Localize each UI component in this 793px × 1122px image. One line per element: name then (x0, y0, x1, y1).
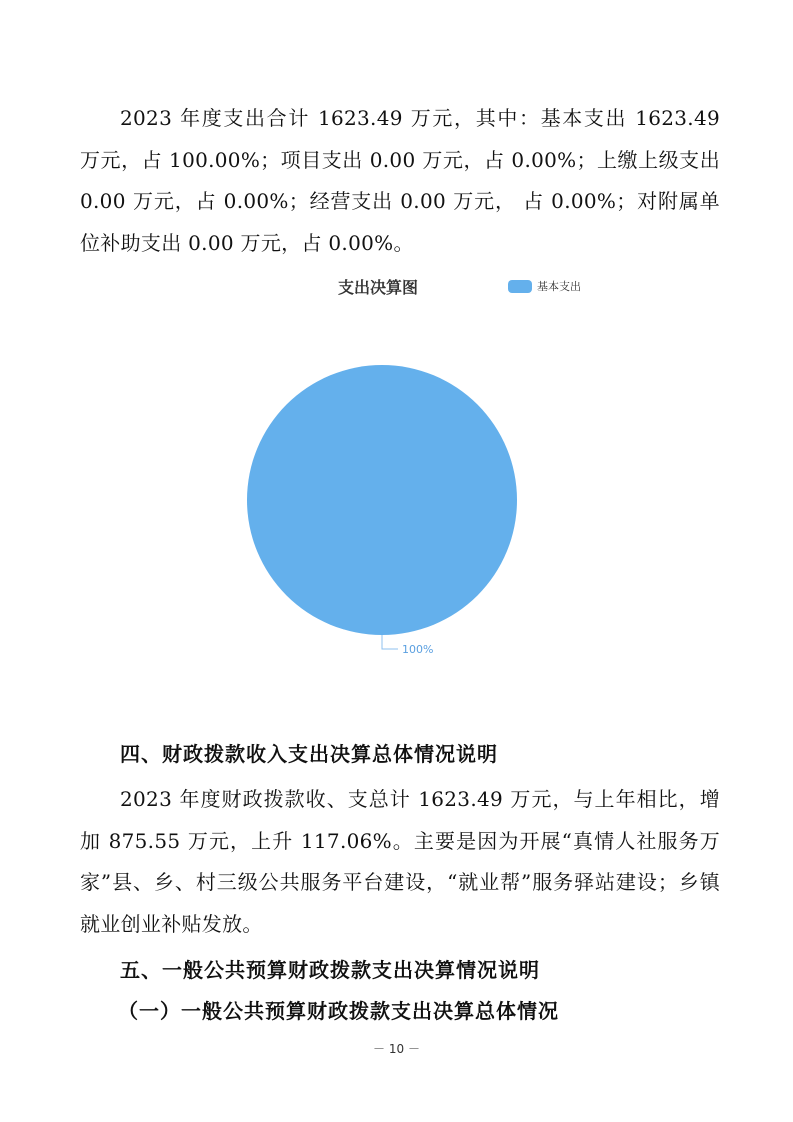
legend-label: 基本支出 (537, 280, 581, 293)
section-four-heading: 四、财政拨款收入支出决算总体情况说明 (120, 742, 498, 766)
page-number: － 10 － (373, 1042, 420, 1056)
section-five-one-heading: （一）一般公共预算财政拨款支出决算总体情况 (118, 999, 559, 1023)
pie-chart-svg (230, 270, 610, 670)
chart-legend (508, 279, 581, 293)
expenditure-summary-paragraph: 2023 年度支出合计 1623.49 万元，其中：基本支出 1623.49 万元，占 100.00%；项目支出 0.00 万元，占 0.00%；上缴上级支出 0.00 万元，占 0.00%；经营支出 0.00 万元， 占 0.00%；对附属单位补助支出 0.00 万元，占 0.00%。 (80, 106, 720, 255)
chart-title: 支出决算图 (338, 278, 419, 297)
pie-slices (247, 365, 517, 635)
slice-data-label: 100% (402, 643, 434, 656)
section-five-heading: 五、一般公共预算财政拨款支出决算情况说明 (120, 958, 540, 982)
pie-slice (247, 365, 517, 635)
label-leader-line (382, 635, 398, 649)
fiscal-appropriation-paragraph: 2023 年度财政拨款收、支总计 1623.49 万元，与上年相比，增加 875.55 万元，上升 117.06%。主要是因为开展“真情人社服务万家”县、乡、村三级公共服务平台建设，“就业帮”服务驿站建设；乡镇就业创业补贴发放。 (80, 787, 720, 936)
pie-labels (382, 635, 433, 656)
legend-swatch (508, 280, 532, 293)
expenditure-pie-chart (230, 270, 610, 670)
